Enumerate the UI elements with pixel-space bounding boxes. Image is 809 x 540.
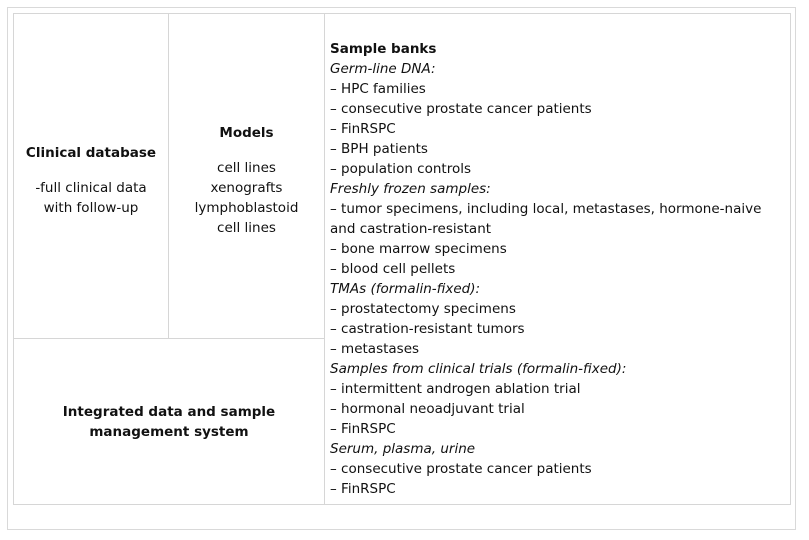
sample-banks-list xyxy=(330,39,785,499)
list-item: – bone marrow specimens xyxy=(330,241,507,257)
clinical-database-line-1: -full clinical data xyxy=(35,180,147,196)
models-title: Models xyxy=(219,125,274,141)
list-item: – prostatectomy specimens xyxy=(330,301,516,317)
info-table xyxy=(13,13,791,505)
list-item: – hormonal neoadjuvant trial xyxy=(330,401,525,417)
list-item: – tumor specimens, including local, metastases, hormone-naive and castration-resistant xyxy=(330,201,762,237)
clinical-database-cell xyxy=(14,14,169,339)
integrated-system-line-2: management system xyxy=(89,424,249,440)
list-item: – intermittent androgen ablation trial xyxy=(330,381,581,397)
list-item: – metastases xyxy=(330,341,420,357)
models-cell xyxy=(169,14,325,339)
list-item: – FinRSPC xyxy=(330,481,396,497)
list-item: – consecutive prostate cancer patients xyxy=(330,101,592,117)
trials-heading: Samples from clinical trials (formalin-fixed): xyxy=(330,361,627,377)
list-item: – consecutive prostate cancer patients xyxy=(330,461,592,477)
sample-banks-title: Sample banks xyxy=(330,41,437,57)
serum-heading: Serum, plasma, urine xyxy=(330,441,476,457)
models-item: lymphoblastoid xyxy=(194,200,299,216)
germline-heading: Germ-line DNA: xyxy=(330,61,436,77)
list-item: – blood cell pellets xyxy=(330,261,456,277)
clinical-database-title: Clinical database xyxy=(25,145,157,161)
models-item: cell lines xyxy=(217,160,276,176)
list-item: – population controls xyxy=(330,161,471,177)
integrated-system-cell xyxy=(14,339,325,504)
list-item: – FinRSPC xyxy=(330,121,396,137)
models-item: xenografts xyxy=(210,180,283,196)
frozen-heading: Freshly frozen samples: xyxy=(330,181,491,197)
list-item: – BPH patients xyxy=(330,141,428,157)
list-item: – FinRSPC xyxy=(330,421,396,437)
list-item: – castration-resistant tumors xyxy=(330,321,525,337)
clinical-database-line-2: with follow-up xyxy=(43,200,139,216)
tma-heading: TMAs (formalin-fixed): xyxy=(330,281,481,297)
models-item: cell lines xyxy=(217,220,276,236)
integrated-system-line-1: Integrated data and sample xyxy=(62,404,276,420)
sample-banks-cell xyxy=(325,14,790,504)
list-item: – HPC families xyxy=(330,81,426,97)
